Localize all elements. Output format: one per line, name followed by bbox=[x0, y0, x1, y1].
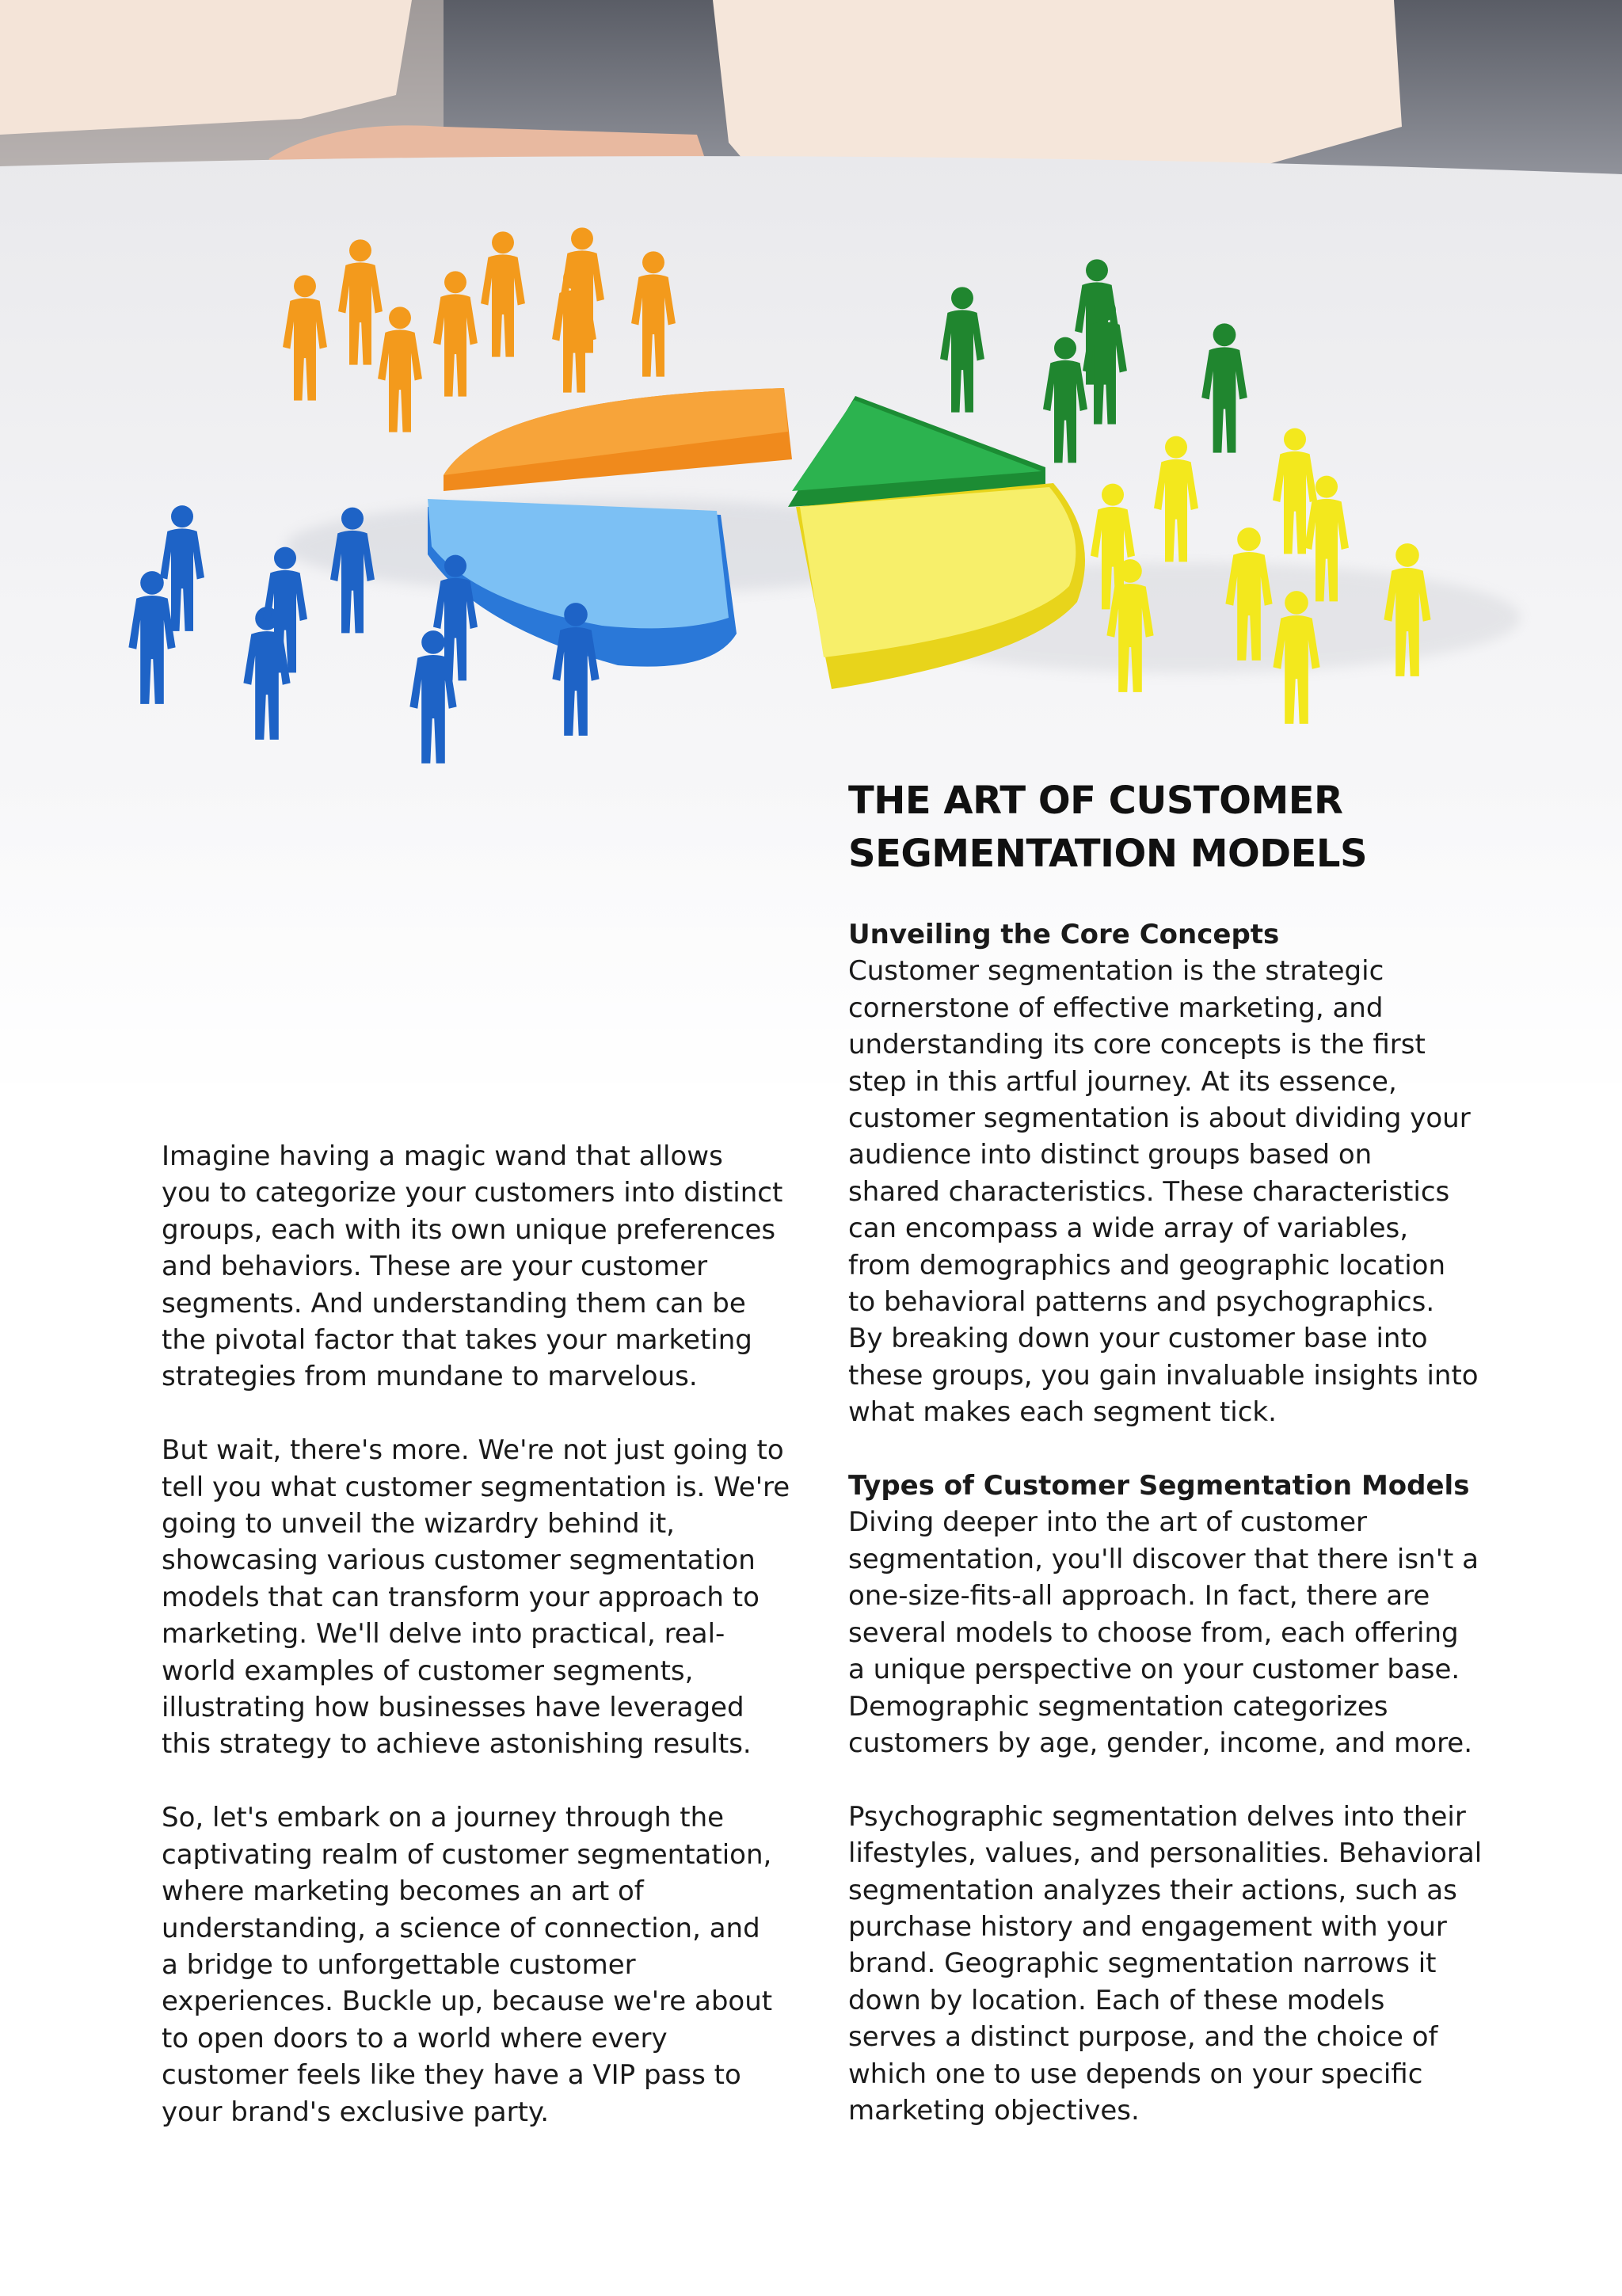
text-line: marketing objectives. bbox=[848, 2094, 1140, 2127]
text-line: audience into distinct groups based on bbox=[848, 1139, 1373, 1171]
text-line: But wait, there's more. We're not just going to bbox=[162, 1434, 784, 1467]
text-line: down by location. Each of these models bbox=[848, 1984, 1385, 2016]
text-line: can encompass a wide array of variables, bbox=[848, 1213, 1409, 1245]
text-line: segmentation, you'll discover that there isn't a bbox=[848, 1543, 1479, 1575]
left-column bbox=[162, 1138, 795, 2130]
text-line: going to unveil the wizardry behind it, bbox=[162, 1508, 675, 1540]
text-line: several models to choose from, each offering bbox=[848, 1616, 1459, 1649]
model-types-paragraph bbox=[848, 1504, 1482, 1761]
text-line: groups, each with its own unique preferences bbox=[162, 1213, 776, 1246]
text-line: to open doors to a world where every bbox=[162, 2022, 668, 2054]
text-line: understanding, a science of connection, and bbox=[162, 1912, 760, 1944]
text-line: Psychographic segmentation delves into their bbox=[848, 1800, 1466, 1833]
journey-paragraph bbox=[162, 1799, 795, 2130]
text-line: to behavioral patterns and psychographics. bbox=[848, 1286, 1435, 1319]
text-line: models that can transform your approach to bbox=[162, 1581, 760, 1613]
text-line: where marketing becomes an art of bbox=[162, 1875, 644, 1908]
paragraph-gap bbox=[848, 1761, 1482, 1798]
text-line: experiences. Buckle up, because we're about bbox=[162, 1986, 773, 2018]
text-line: a bridge to unforgettable customer bbox=[162, 1948, 636, 1981]
text-line: from demographics and geographic location bbox=[848, 1249, 1445, 1281]
paragraph-gap bbox=[162, 1763, 795, 1799]
text-line: which one to use depends on your specific bbox=[848, 2058, 1423, 2090]
text-line: Diving deeper into the art of customer bbox=[848, 1506, 1368, 1539]
text-line: step in this artful journey. At its essence, bbox=[848, 1065, 1397, 1098]
text-line: world examples of customer segments, bbox=[162, 1654, 694, 1687]
paragraph-gap bbox=[162, 1395, 795, 1432]
text-line: cornerstone of effective marketing, and bbox=[848, 992, 1384, 1024]
text-line: a unique perspective on your customer base. bbox=[848, 1654, 1460, 1686]
text-line: customer feels like they have a VIP pass to bbox=[162, 2059, 741, 2092]
text-line: the pivotal factor that takes your marketing bbox=[162, 1324, 752, 1357]
text-line: showcasing various customer segmentation bbox=[162, 1544, 756, 1577]
text-line: these groups, you gain invaluable insights into bbox=[848, 1359, 1479, 1392]
text-line: understanding its core concepts is the first bbox=[848, 1029, 1426, 1061]
text-line: shared characteristics. These characteristics bbox=[848, 1175, 1450, 1208]
text-line: Demographic segmentation categorizes bbox=[848, 1690, 1388, 1723]
section-heading-core-concepts: Unveiling the Core Concepts bbox=[848, 919, 1280, 950]
title-line-2: SEGMENTATION MODELS bbox=[848, 832, 1368, 876]
section-heading-model-types: Types of Customer Segmentation Models bbox=[848, 1470, 1470, 1502]
right-column bbox=[848, 916, 1482, 2129]
text-line: strategies from mundane to marvelous. bbox=[162, 1361, 698, 1393]
text-line: your brand's exclusive party. bbox=[162, 2096, 549, 2128]
text-line: segments. And understanding them can be bbox=[162, 1287, 746, 1319]
text-line: lifestyles, values, and personalities. Behavioral bbox=[848, 1837, 1483, 1870]
text-line: brand. Geographic segmentation narrows it bbox=[848, 1948, 1437, 1980]
text-line: this strategy to achieve astonishing results. bbox=[162, 1728, 752, 1761]
text-line: one-size-fits-all approach. In fact, there are bbox=[848, 1580, 1430, 1613]
more-paragraph bbox=[162, 1432, 795, 1763]
text-line: serves a distinct purpose, and the choice of bbox=[848, 2021, 1438, 2054]
paragraph-gap bbox=[848, 1431, 1482, 1468]
text-line: Customer segmentation is the strategic bbox=[848, 955, 1384, 988]
intro-paragraph bbox=[162, 1138, 795, 1395]
text-line: purchase history and engagement with your bbox=[848, 1910, 1447, 1943]
psychographic-paragraph bbox=[848, 1799, 1482, 2130]
text-line: what makes each segment tick. bbox=[848, 1396, 1277, 1429]
text-line: captivating realm of customer segmentation, bbox=[162, 1838, 772, 1871]
text-line: Imagine having a magic wand that allows bbox=[162, 1140, 723, 1172]
text-line: segmentation analyzes their actions, such as bbox=[848, 1874, 1457, 1906]
text-line: you to categorize your customers into distinct bbox=[162, 1177, 783, 1209]
text-line: illustrating how businesses have leveraged bbox=[162, 1692, 744, 1724]
text-line: So, let's embark on a journey through the bbox=[162, 1802, 725, 1834]
title-line-1: THE ART OF CUSTOMER bbox=[848, 779, 1343, 823]
page-title bbox=[848, 775, 1498, 881]
text-line: marketing. We'll delve into practical, real- bbox=[162, 1618, 725, 1651]
text-line: customers by age, gender, income, and more. bbox=[848, 1727, 1473, 1759]
text-line: customer segmentation is about dividing your bbox=[848, 1102, 1471, 1135]
text-line: tell you what customer segmentation is. We're bbox=[162, 1471, 790, 1503]
text-line: By breaking down your customer base into bbox=[848, 1323, 1428, 1355]
text-line: and behaviors. These are your customer bbox=[162, 1251, 708, 1283]
core-concepts-paragraph bbox=[848, 953, 1482, 1430]
